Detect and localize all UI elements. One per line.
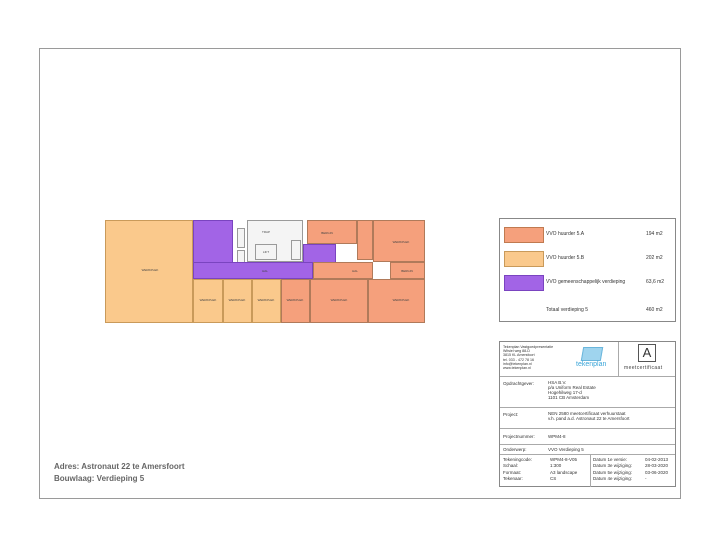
certificate-logo: [620, 344, 675, 374]
common-area-right: [303, 244, 336, 264]
meta-value: CS: [550, 475, 557, 481]
client-value: [548, 380, 596, 400]
legend-label: VVO huurder 5.A: [546, 231, 585, 237]
project-line: NEN 2580 meetcertificaat verhuurstaat: [548, 411, 626, 416]
floor-plan: [105, 218, 425, 323]
room-label: WERKPLEK: [141, 268, 159, 272]
area-legend: [499, 218, 676, 322]
meta-left-labels: [503, 457, 532, 482]
company-line: Tekenplan Vastgoedpresentatie: [503, 345, 554, 349]
meta-label: Formaat:: [503, 469, 522, 475]
meta-label: Datum 3e wijziging:: [593, 463, 633, 469]
meta-label: Schaal:: [503, 463, 519, 469]
company-line: 3815 KL Amersfoort: [503, 353, 535, 358]
room-label: WERKPLEK: [286, 298, 304, 302]
room-label: WERKPLEK: [330, 298, 348, 302]
project-value: [548, 411, 629, 421]
legend-total-label: Totaal verdieping 5: [546, 307, 588, 313]
hal-label: HAL: [262, 269, 268, 273]
core-shaft-1: [237, 228, 245, 248]
client-line: p/a Uniform Real Estate: [548, 385, 596, 390]
company-address: [503, 345, 553, 370]
legend-item: [500, 221, 675, 245]
hal-label: HAL: [352, 269, 358, 273]
logo-mark-icon: [581, 347, 603, 361]
legend-swatch: [504, 251, 544, 267]
meta-value: 28-03-2020: [645, 463, 669, 469]
address-line: Adres: Astronaut 22 te Amersfoort: [54, 462, 185, 471]
meta-value: -: [645, 475, 647, 481]
title-block: [499, 341, 676, 487]
legend-label: VVO gemeenschappelijk verdieping: [546, 279, 626, 285]
legend-label: VVO huurder 5.B: [546, 255, 585, 261]
room-label: WERKPLEK: [257, 298, 275, 302]
meta-right-labels: [593, 457, 632, 482]
company-line: Witsiel weg 88-D: [503, 349, 530, 354]
meta-label: Datum 5e wijziging:: [593, 469, 633, 475]
legend-item: [500, 269, 675, 293]
client-line: Hogehilweg 17-d: [548, 390, 582, 395]
room-label: WERKPLEK: [228, 298, 246, 302]
meta-value: A3 landscape: [550, 469, 578, 475]
core-shaft-3: [291, 240, 301, 260]
stair-label: TRAP: [261, 230, 271, 234]
meta-right-values: [645, 457, 668, 482]
common-corridor: [193, 262, 313, 279]
certificate-text: meetcertificaat: [624, 365, 663, 371]
room-label: WERKPLEK: [199, 298, 217, 302]
project-number-label: Projectnummer:: [503, 434, 535, 439]
legend-total-value: 460 m2: [646, 307, 663, 313]
meta-value: 1:300: [550, 463, 562, 469]
floor-line: Bouwlaag: Verdieping 5: [54, 474, 145, 483]
project-number-value: WPM4-8: [548, 434, 566, 439]
room-label: WERKPLEK: [392, 298, 410, 302]
legend-value: 194 m2: [646, 231, 663, 237]
logo-text: tekenplan: [576, 361, 607, 368]
project-line: v.h. pand a.d. Astronaut 22 te Amersfoort: [548, 416, 630, 421]
legend-swatch: [504, 275, 544, 291]
meta-value: WPM4-8-V05: [550, 457, 578, 462]
meta-left-values: [550, 457, 577, 482]
legend-value: 63,6 m2: [646, 279, 665, 285]
legend-swatch: [504, 227, 544, 243]
meta-label: Datum 1e versie:: [593, 457, 628, 462]
project-label: Project:: [503, 412, 519, 417]
meta-value: 03-06-2020: [645, 469, 669, 475]
room-tenant-a-top: [357, 220, 373, 260]
meta-label: Tekeningcode:: [503, 457, 533, 462]
subject-label: Onderwerp:: [503, 447, 527, 452]
room-hal-a: [313, 262, 373, 279]
subject-value: VVO Verdieping 5: [548, 447, 584, 452]
legend-value: 202 m2: [646, 255, 663, 261]
client-line: 1101 CB Amsterdam: [548, 395, 590, 400]
room-label: BERGIN: [321, 231, 333, 235]
certificate-a-icon: A: [638, 344, 656, 362]
legend-item: [500, 245, 675, 269]
company-line: info@tekenplan.nl: [503, 361, 532, 366]
lift-label: LIFT: [262, 250, 270, 254]
company-line: www.tekenplan.nl: [503, 366, 531, 371]
client-label: Opdrachtgever:: [503, 381, 535, 386]
meta-label: Datum 4e wijziging:: [593, 475, 633, 481]
legend-total: [500, 297, 675, 321]
room-label: BERGIN: [401, 269, 413, 273]
client-line: HSA B.V.: [548, 380, 567, 385]
company-line: tel. 033 - 472 78 16: [503, 357, 534, 362]
common-area-left: [193, 220, 233, 265]
tekenplan-logo: [576, 347, 610, 371]
meta-value: 04-02-2013: [645, 457, 669, 462]
room-label: WERKPLEK: [392, 240, 410, 244]
meta-label: Tekenaar:: [503, 475, 523, 481]
